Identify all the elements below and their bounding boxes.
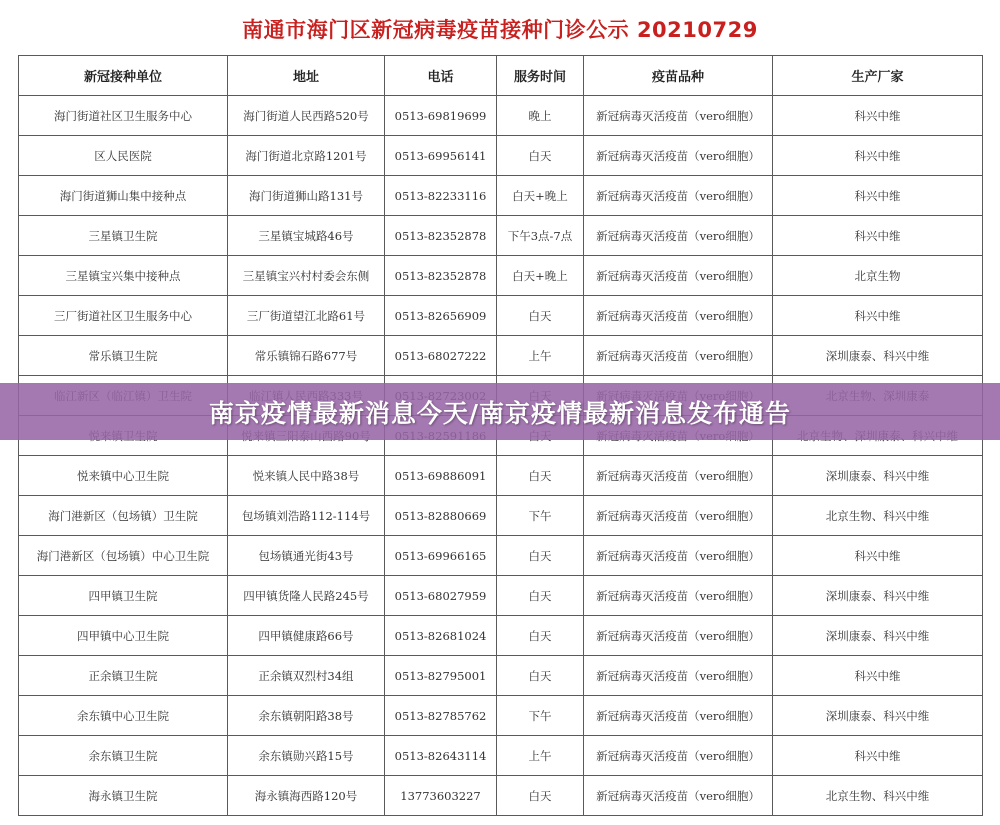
cell-phone: 0513-69886091 — [385, 456, 497, 496]
cell-service-time: 白天 — [497, 456, 584, 496]
table-body — [19, 96, 983, 816]
header-phone: 电话 — [385, 56, 497, 96]
cell-vaccine-type: 新冠病毒灭活疫苗（vero细胞） — [584, 736, 773, 776]
cell-vaccine-type: 新冠病毒灭活疫苗（vero细胞） — [584, 616, 773, 656]
cell-manufacturer: 科兴中维 — [773, 296, 983, 336]
table-row — [19, 336, 983, 376]
cell-vaccine-type: 新冠病毒灭活疫苗（vero细胞） — [584, 176, 773, 216]
cell-address: 三星镇宝兴村村委会东侧 — [228, 256, 385, 296]
cell-address: 常乐镇锦石路677号 — [228, 336, 385, 376]
cell-address: 包场镇刘浩路112-114号 — [228, 496, 385, 536]
cell-phone: 0513-82643114 — [385, 736, 497, 776]
cell-site: 海门港新区（包场镇）中心卫生院 — [19, 536, 228, 576]
cell-address: 海门街道北京路1201号 — [228, 136, 385, 176]
header-site: 新冠接种单位 — [19, 56, 228, 96]
cell-vaccine-type: 新冠病毒灭活疫苗（vero细胞） — [584, 256, 773, 296]
cell-service-time: 上午 — [497, 336, 584, 376]
cell-vaccine-type: 新冠病毒灭活疫苗（vero细胞） — [584, 656, 773, 696]
cell-manufacturer: 深圳康泰、科兴中维 — [773, 616, 983, 656]
cell-service-time: 白天 — [497, 616, 584, 656]
cell-site: 区人民医院 — [19, 136, 228, 176]
cell-vaccine-type: 新冠病毒灭活疫苗（vero细胞） — [584, 216, 773, 256]
cell-manufacturer: 科兴中维 — [773, 176, 983, 216]
cell-service-time: 下午3点-7点 — [497, 216, 584, 256]
cell-site: 三星镇宝兴集中接种点 — [19, 256, 228, 296]
cell-address: 悦来镇人民中路38号 — [228, 456, 385, 496]
cell-site: 四甲镇中心卫生院 — [19, 616, 228, 656]
cell-site: 余东镇卫生院 — [19, 736, 228, 776]
cell-manufacturer: 科兴中维 — [773, 136, 983, 176]
cell-vaccine-type: 新冠病毒灭活疫苗（vero细胞） — [584, 776, 773, 816]
cell-phone: 13773603227 — [385, 776, 497, 816]
cell-site: 海门街道狮山集中接种点 — [19, 176, 228, 216]
cell-address: 海门街道人民西路520号 — [228, 96, 385, 136]
cell-vaccine-type: 新冠病毒灭活疫苗（vero细胞） — [584, 336, 773, 376]
cell-phone: 0513-69956141 — [385, 136, 497, 176]
cell-manufacturer: 深圳康泰、科兴中维 — [773, 696, 983, 736]
document-title: 南通市海门区新冠病毒疫苗接种门诊公示 20210729 — [242, 18, 758, 42]
cell-service-time: 下午 — [497, 496, 584, 536]
cell-vaccine-type: 新冠病毒灭活疫苗（vero细胞） — [584, 96, 773, 136]
cell-address: 海门街道狮山路131号 — [228, 176, 385, 216]
cell-site: 三星镇卫生院 — [19, 216, 228, 256]
cell-phone: 0513-82785762 — [385, 696, 497, 736]
cell-site: 四甲镇卫生院 — [19, 576, 228, 616]
overlay-banner[interactable] — [0, 383, 1000, 440]
cell-phone: 0513-82352878 — [385, 256, 497, 296]
table-row — [19, 776, 983, 816]
table-row — [19, 136, 983, 176]
cell-vaccine-type: 新冠病毒灭活疫苗（vero细胞） — [584, 296, 773, 336]
cell-manufacturer: 深圳康泰、科兴中维 — [773, 576, 983, 616]
cell-site: 三厂街道社区卫生服务中心 — [19, 296, 228, 336]
cell-phone: 0513-82656909 — [385, 296, 497, 336]
table-row — [19, 696, 983, 736]
cell-phone: 0513-68027222 — [385, 336, 497, 376]
cell-manufacturer: 科兴中维 — [773, 96, 983, 136]
cell-phone: 0513-82233116 — [385, 176, 497, 216]
table-header-row — [19, 56, 983, 96]
cell-manufacturer: 科兴中维 — [773, 656, 983, 696]
cell-vaccine-type: 新冠病毒灭活疫苗（vero细胞） — [584, 696, 773, 736]
cell-manufacturer: 深圳康泰、科兴中维 — [773, 336, 983, 376]
cell-address: 余东镇朝阳路38号 — [228, 696, 385, 736]
cell-vaccine-type: 新冠病毒灭活疫苗（vero细胞） — [584, 536, 773, 576]
cell-service-time: 白天+晚上 — [497, 256, 584, 296]
cell-phone: 0513-82352878 — [385, 216, 497, 256]
cell-manufacturer: 科兴中维 — [773, 736, 983, 776]
table-row — [19, 496, 983, 536]
cell-site: 海门港新区（包场镇）卫生院 — [19, 496, 228, 536]
cell-address: 正余镇双烈村34组 — [228, 656, 385, 696]
cell-manufacturer: 北京生物、科兴中维 — [773, 776, 983, 816]
cell-phone: 0513-82795001 — [385, 656, 497, 696]
cell-site: 正余镇卫生院 — [19, 656, 228, 696]
cell-site: 海永镇卫生院 — [19, 776, 228, 816]
cell-vaccine-type: 新冠病毒灭活疫苗（vero细胞） — [584, 576, 773, 616]
table-row — [19, 576, 983, 616]
cell-site: 常乐镇卫生院 — [19, 336, 228, 376]
cell-phone: 0513-82880669 — [385, 496, 497, 536]
cell-service-time: 白天+晚上 — [497, 176, 584, 216]
cell-phone: 0513-82681024 — [385, 616, 497, 656]
table-row — [19, 176, 983, 216]
cell-service-time: 晚上 — [497, 96, 584, 136]
cell-service-time: 白天 — [497, 576, 584, 616]
cell-service-time: 白天 — [497, 776, 584, 816]
cell-phone: 0513-68027959 — [385, 576, 497, 616]
cell-manufacturer: 科兴中维 — [773, 216, 983, 256]
table-row — [19, 736, 983, 776]
table-row — [19, 536, 983, 576]
cell-service-time: 上午 — [497, 736, 584, 776]
cell-phone: 0513-69819699 — [385, 96, 497, 136]
table-row — [19, 456, 983, 496]
table-row — [19, 216, 983, 256]
cell-address: 三厂街道望江北路61号 — [228, 296, 385, 336]
cell-address: 海永镇海西路120号 — [228, 776, 385, 816]
cell-service-time: 白天 — [497, 536, 584, 576]
table-row — [19, 296, 983, 336]
cell-manufacturer: 北京生物、科兴中维 — [773, 496, 983, 536]
cell-service-time: 白天 — [497, 296, 584, 336]
cell-phone: 0513-69966165 — [385, 536, 497, 576]
cell-site: 海门街道社区卫生服务中心 — [19, 96, 228, 136]
cell-service-time: 下午 — [497, 696, 584, 736]
cell-manufacturer: 北京生物 — [773, 256, 983, 296]
cell-address: 余东镇勋兴路15号 — [228, 736, 385, 776]
table-row — [19, 96, 983, 136]
cell-address: 三星镇宝城路46号 — [228, 216, 385, 256]
cell-manufacturer: 科兴中维 — [773, 536, 983, 576]
cell-address: 四甲镇健康路66号 — [228, 616, 385, 656]
cell-site: 悦来镇中心卫生院 — [19, 456, 228, 496]
banner-text[interactable]: 南京疫情最新消息今天/南京疫情最新消息发布通告 — [208, 398, 792, 428]
table-row — [19, 616, 983, 656]
cell-vaccine-type: 新冠病毒灭活疫苗（vero细胞） — [584, 136, 773, 176]
cell-vaccine-type: 新冠病毒灭活疫苗（vero细胞） — [584, 456, 773, 496]
cell-address: 包场镇通光街43号 — [228, 536, 385, 576]
cell-service-time: 白天 — [497, 136, 584, 176]
header-vaccine-type: 疫苗品种 — [584, 56, 773, 96]
cell-manufacturer: 深圳康泰、科兴中维 — [773, 456, 983, 496]
header-service-time: 服务时间 — [497, 56, 584, 96]
cell-site: 余东镇中心卫生院 — [19, 696, 228, 736]
header-address: 地址 — [228, 56, 385, 96]
cell-service-time: 白天 — [497, 656, 584, 696]
table-row — [19, 256, 983, 296]
cell-address: 四甲镇货隆人民路245号 — [228, 576, 385, 616]
cell-vaccine-type: 新冠病毒灭活疫苗（vero细胞） — [584, 496, 773, 536]
table-row — [19, 656, 983, 696]
header-manufacturer: 生产厂家 — [773, 56, 983, 96]
